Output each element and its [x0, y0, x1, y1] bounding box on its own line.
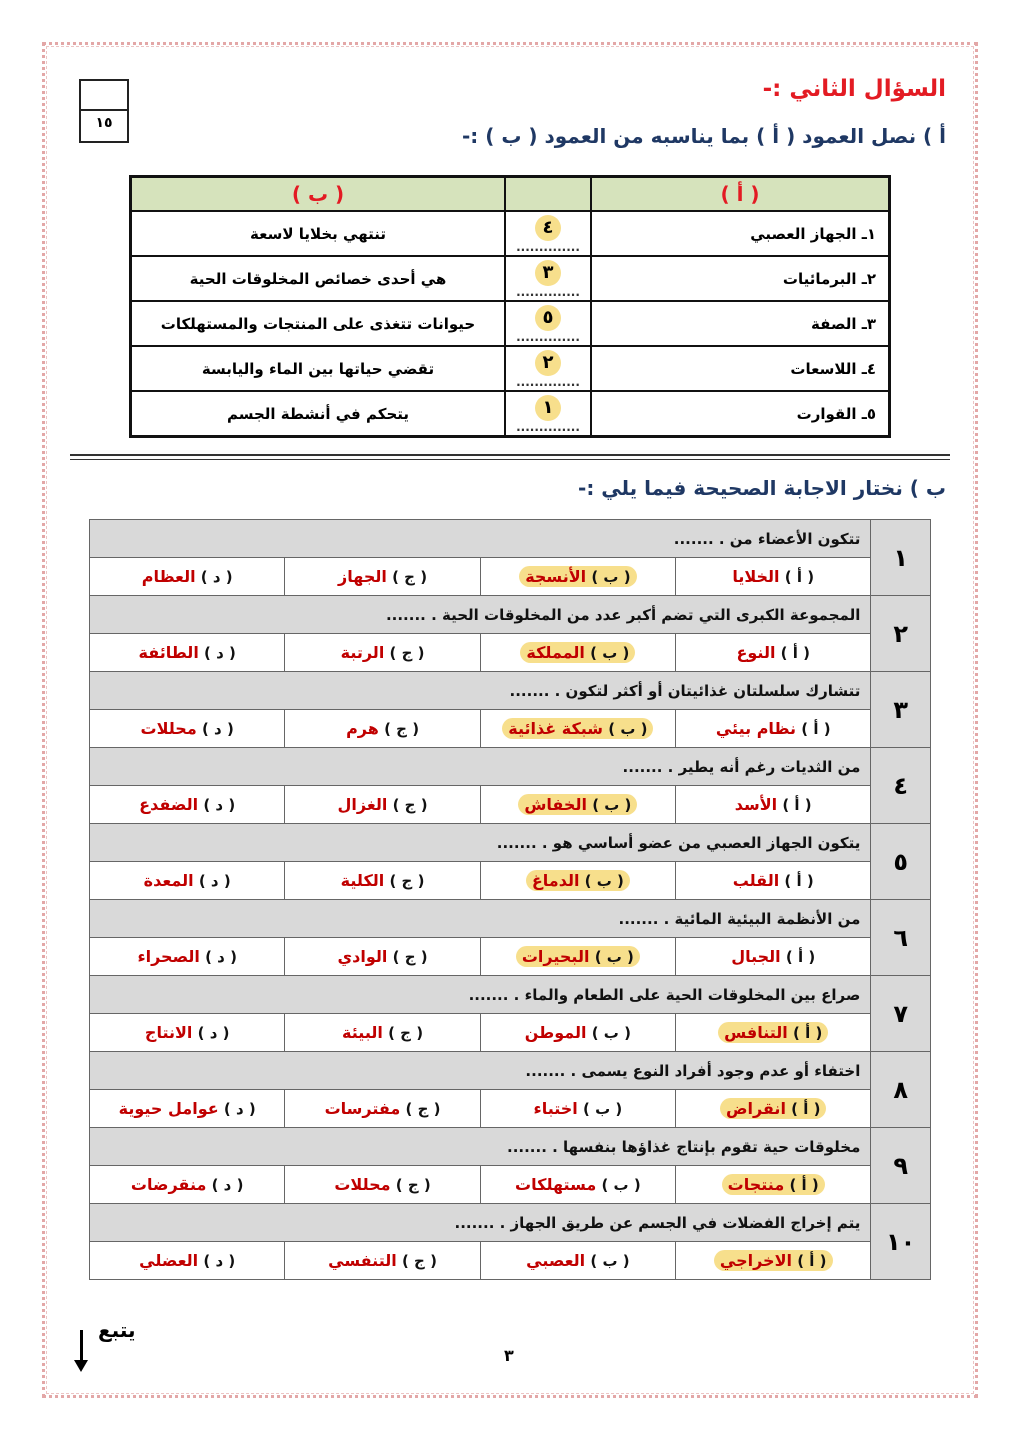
answer-option — [676, 634, 871, 672]
option-letter: ( د ) — [198, 872, 231, 890]
answer-option — [285, 558, 480, 596]
option-text: البحيرات — [521, 947, 590, 966]
part-b-title: ب ) نختار الاجابة الصحيحة فيما يلي :- — [578, 476, 946, 500]
option-content — [340, 718, 425, 739]
answer-number: ٣ — [535, 260, 561, 286]
column-b-item: تقضي حياتها بين الماء واليابسة — [131, 346, 506, 391]
part-a-title: أ ) نصل العمود ( أ ) بما يناسبه من العمود ( ب ) :- — [461, 124, 946, 148]
question-stem: تتشارك سلسلتان غذائيتان أو أكثر لتكون . ....... — [90, 672, 871, 710]
question-number: ٢ — [871, 596, 931, 672]
option-letter: ( ج ) — [392, 568, 428, 586]
option-content — [113, 1098, 262, 1119]
option-text: التنفسي — [328, 1251, 397, 1270]
option-text: الأسد — [734, 795, 778, 814]
option-letter: ( د ) — [223, 1100, 256, 1118]
matching-table — [129, 175, 891, 438]
question-options-row — [90, 1014, 931, 1052]
answer-option — [676, 710, 871, 748]
answer-option — [676, 786, 871, 824]
option-content — [332, 566, 433, 587]
question-number: ٤ — [871, 748, 931, 824]
option-text: المعدة — [143, 871, 194, 890]
column-a-item: ٥ـ القوارت — [591, 391, 890, 437]
column-a-item: ١ـ الجهاز العصبي — [591, 211, 890, 256]
option-text: القلب — [732, 871, 780, 890]
option-text: الجهاز — [338, 567, 387, 586]
question-stem-row — [90, 824, 931, 862]
question-stem-row — [90, 1204, 931, 1242]
answer-number: ١ — [535, 395, 561, 421]
answer-option — [480, 710, 675, 748]
section-divider — [70, 454, 950, 456]
answer-column-header — [505, 177, 591, 212]
question-number: ٨ — [871, 1052, 931, 1128]
option-content — [727, 870, 820, 891]
option-content — [125, 1174, 250, 1195]
answer-cell — [505, 391, 591, 437]
answer-dots: .............. — [516, 239, 580, 254]
option-content — [729, 794, 818, 815]
selected-answer — [718, 1022, 828, 1043]
option-content — [133, 1250, 241, 1271]
option-content — [332, 946, 434, 967]
option-text: الوادي — [337, 947, 388, 966]
option-letter: ( أ ) — [801, 720, 831, 738]
answer-option — [90, 558, 285, 596]
option-letter: ( د ) — [203, 1252, 236, 1270]
answer-option — [480, 1242, 675, 1280]
question-stem: يتكون الجهاز العصبي من عضو أساسي هو . ....... — [90, 824, 871, 862]
question-number: ٦ — [871, 900, 931, 976]
selected-answer — [720, 1098, 827, 1119]
option-text: العظام — [141, 567, 196, 586]
option-text: الدماغ — [531, 871, 580, 890]
question-options-row — [90, 938, 931, 976]
answer-option — [480, 1090, 675, 1128]
option-letter: ( ب ) — [590, 1252, 630, 1270]
option-letter: ( أ ) — [784, 872, 814, 890]
answer-option — [480, 558, 675, 596]
column-b-item: هي أحدى خصائص المخلوقات الحية — [131, 256, 506, 301]
option-text: البيئة — [342, 1023, 383, 1042]
question-number: ٥ — [871, 824, 931, 900]
option-text: الأنسجة — [525, 567, 587, 586]
selected-answer — [516, 946, 640, 967]
answer-option — [285, 1242, 480, 1280]
option-letter: ( د ) — [211, 1176, 244, 1194]
question-title: السؤال الثاني :- — [762, 76, 946, 102]
column-a-item: ٤ـ اللاسعات — [591, 346, 890, 391]
option-text: الطائفة — [138, 643, 199, 662]
option-letter: ( د ) — [200, 568, 233, 586]
multiple-choice-table — [89, 519, 931, 1280]
option-letter: ( د ) — [197, 1024, 230, 1042]
column-b-header: ( ب ) — [131, 177, 506, 212]
option-content — [335, 870, 431, 891]
score-divider — [81, 109, 127, 111]
option-text: الغزال — [337, 795, 388, 814]
question-stem: تتكون الأعضاء من . ....... — [90, 520, 871, 558]
option-content — [131, 946, 243, 967]
question-stem-row — [90, 596, 931, 634]
answer-number: ٢ — [535, 350, 561, 376]
option-letter: ( ب ) — [601, 1176, 641, 1194]
option-text: العضلي — [139, 1251, 199, 1270]
option-content — [139, 1022, 236, 1043]
option-letter: ( ب ) — [592, 796, 632, 814]
selected-answer — [518, 794, 637, 815]
answer-option — [285, 1166, 480, 1204]
question-stem-row — [90, 748, 931, 786]
option-text: الخفاش — [524, 795, 587, 814]
option-letter: ( ج ) — [388, 1024, 424, 1042]
question-options-row — [90, 1166, 931, 1204]
question-options-row — [90, 558, 931, 596]
option-content — [322, 1250, 443, 1271]
option-text: المملكة — [526, 643, 585, 662]
answer-dots: .............. — [516, 284, 580, 299]
option-text: الاخراجي — [719, 1251, 792, 1270]
answer-option — [676, 558, 871, 596]
option-content — [730, 642, 816, 663]
option-text: الصحراء — [137, 947, 200, 966]
option-text: الضفدع — [139, 795, 199, 814]
selected-answer — [722, 1174, 825, 1195]
option-content — [710, 718, 837, 739]
answer-dots: .............. — [516, 374, 580, 389]
selected-answer — [519, 566, 636, 587]
option-text: اختباء — [533, 1099, 578, 1118]
answer-option — [90, 862, 285, 900]
score-value: ١٥ — [95, 115, 113, 131]
column-b-item: تنتهي بخلايا لاسعة — [131, 211, 506, 256]
answer-option — [90, 634, 285, 672]
answer-number: ٥ — [535, 305, 561, 331]
question-stem: يتم إخراج الفضلات في الجسم عن طريق الجهاز . ....... — [90, 1204, 871, 1242]
option-text: التنافس — [724, 1023, 788, 1042]
question-stem-row — [90, 900, 931, 938]
down-arrow-icon — [80, 1330, 83, 1364]
answer-option — [480, 938, 675, 976]
option-content — [328, 1174, 436, 1195]
option-text: منتجات — [727, 1175, 785, 1194]
option-content — [132, 642, 241, 663]
option-text: مستهلكات — [515, 1175, 597, 1194]
answer-option — [480, 1166, 675, 1204]
option-letter: ( ج ) — [401, 1252, 437, 1270]
option-text: هرم — [346, 719, 379, 738]
option-letter: ( ج ) — [405, 1100, 441, 1118]
column-b-item: يتحكم في أنشطة الجسم — [131, 391, 506, 437]
option-text: محللات — [140, 719, 197, 738]
selected-answer — [520, 642, 635, 663]
answer-cell — [505, 346, 591, 391]
option-letter: ( ب ) — [583, 1100, 623, 1118]
question-stem-row — [90, 520, 931, 558]
option-letter: ( د ) — [204, 644, 236, 662]
option-text: محللات — [334, 1175, 391, 1194]
answer-option — [90, 938, 285, 976]
question-stem-row — [90, 672, 931, 710]
answer-option — [285, 862, 480, 900]
option-letter: ( أ ) — [782, 796, 812, 814]
option-content — [520, 1250, 635, 1271]
option-content — [519, 1022, 637, 1043]
selected-answer — [502, 718, 653, 739]
option-content — [138, 870, 237, 891]
answer-option — [90, 1014, 285, 1052]
option-letter: ( ب ) — [594, 948, 634, 966]
option-letter: ( أ ) — [797, 1252, 827, 1270]
answer-cell — [505, 211, 591, 256]
question-stem: من الثديات رغم أنه يطير . ....... — [90, 748, 871, 786]
question-stem: اختفاء أو عدم وجود أفراد النوع يسمى . ....... — [90, 1052, 871, 1090]
continue-label: يتبع — [98, 1318, 136, 1342]
column-a-item: ٣ـ الصفة — [591, 301, 890, 346]
option-content — [528, 1098, 629, 1119]
answer-option — [90, 786, 285, 824]
question-stem-row — [90, 1128, 931, 1166]
page-number: ٣ — [504, 1346, 514, 1365]
option-letter: ( أ ) — [791, 1100, 821, 1118]
answer-option — [90, 710, 285, 748]
column-b-item: حيوانات تتغذى على المنتجات والمستهلكات — [131, 301, 506, 346]
option-letter: ( ب ) — [591, 1024, 631, 1042]
option-text: انقراض — [725, 1099, 786, 1118]
option-letter: ( ج ) — [395, 1176, 431, 1194]
option-letter: ( د ) — [203, 796, 236, 814]
answer-option — [285, 1090, 480, 1128]
option-letter: ( ب ) — [590, 644, 630, 662]
option-letter: ( ج ) — [392, 796, 428, 814]
question-options-row — [90, 634, 931, 672]
option-letter: ( ب ) — [584, 872, 624, 890]
matching-header-row — [131, 177, 890, 212]
option-text: الموطن — [524, 1023, 587, 1042]
answer-option — [285, 938, 480, 976]
question-stem: مخلوقات حية تقوم بإنتاج غذاؤها بنفسها . ....... — [90, 1128, 871, 1166]
answer-cell — [505, 301, 591, 346]
answer-dots: .............. — [516, 329, 580, 344]
column-a-item: ٢ـ البرمائيات — [591, 256, 890, 301]
selected-answer — [526, 870, 630, 891]
option-letter: ( أ ) — [784, 568, 815, 586]
answer-option — [90, 1242, 285, 1280]
option-letter: ( ب ) — [591, 568, 631, 586]
question-number: ٧ — [871, 976, 931, 1052]
option-text: مفترسات — [324, 1099, 401, 1118]
option-content — [332, 794, 434, 815]
answer-option — [90, 1166, 285, 1204]
option-text: الرتبة — [340, 643, 385, 662]
option-text: عوامل حيوية — [118, 1099, 219, 1118]
section-divider-thin — [70, 459, 950, 460]
option-letter: ( ج ) — [389, 644, 425, 662]
option-letter: ( ج ) — [384, 720, 420, 738]
question-options-row — [90, 862, 931, 900]
answer-option — [676, 1014, 871, 1052]
answer-number: ٤ — [535, 215, 561, 241]
matching-row — [131, 256, 890, 301]
matching-row — [131, 211, 890, 256]
option-letter: ( أ ) — [789, 1176, 819, 1194]
option-content — [319, 1098, 447, 1119]
option-text: العصبي — [526, 1251, 586, 1270]
option-letter: ( ب ) — [608, 720, 648, 738]
question-options-row — [90, 710, 931, 748]
option-content — [335, 642, 431, 663]
option-content — [135, 718, 240, 739]
answer-option — [676, 1242, 871, 1280]
answer-option — [285, 710, 480, 748]
question-options-row — [90, 786, 931, 824]
option-content — [336, 1022, 429, 1043]
option-letter: ( أ ) — [793, 1024, 823, 1042]
answer-cell — [505, 256, 591, 301]
option-letter: ( د ) — [201, 720, 234, 738]
option-letter: ( ج ) — [389, 872, 425, 890]
option-content — [133, 794, 241, 815]
question-number: ٩ — [871, 1128, 931, 1204]
answer-option — [90, 1090, 285, 1128]
option-letter: ( أ ) — [785, 948, 816, 966]
option-content — [726, 566, 820, 587]
option-text: الجبال — [731, 947, 781, 966]
option-letter: ( د ) — [205, 948, 237, 966]
score-box — [79, 79, 129, 143]
question-stem: المجموعة الكبرى التي تضم أكبر عدد من المخلوقات الحية . ....... — [90, 596, 871, 634]
option-text: الانتاج — [144, 1023, 193, 1042]
question-stem: من الأنظمة البيئية المائية . ....... — [90, 900, 871, 938]
question-stem: صراع بين المخلوقات الحية على الطعام والماء . ....... — [90, 976, 871, 1014]
answer-option — [480, 786, 675, 824]
answer-option — [285, 634, 480, 672]
option-text: نظام بيئي — [715, 719, 797, 738]
answer-option — [676, 862, 871, 900]
matching-row — [131, 391, 890, 437]
question-number: ١ — [871, 520, 931, 596]
answer-option — [285, 1014, 480, 1052]
question-number: ٣ — [871, 672, 931, 748]
answer-dots: .............. — [516, 419, 580, 434]
question-number: ١٠ — [871, 1204, 931, 1280]
answer-option — [285, 786, 480, 824]
answer-option — [480, 862, 675, 900]
question-stem-row — [90, 976, 931, 1014]
matching-row — [131, 301, 890, 346]
question-options-row — [90, 1090, 931, 1128]
answer-option — [480, 1014, 675, 1052]
matching-row — [131, 346, 890, 391]
option-content — [725, 946, 821, 967]
column-a-header: ( أ ) — [591, 177, 890, 212]
down-arrow-head-icon — [74, 1360, 88, 1372]
answer-option — [676, 938, 871, 976]
option-text: الكلية — [340, 871, 385, 890]
option-content — [136, 566, 239, 587]
question-options-row — [90, 1242, 931, 1280]
option-text: شبكة غذائية — [508, 719, 604, 738]
question-stem-row — [90, 1052, 931, 1090]
option-text: النوع — [736, 643, 776, 662]
option-content — [509, 1174, 647, 1195]
selected-answer — [714, 1250, 833, 1271]
answer-option — [676, 1166, 871, 1204]
option-letter: ( أ ) — [780, 644, 810, 662]
option-text: منقرضات — [130, 1175, 207, 1194]
answer-option — [480, 634, 675, 672]
option-letter: ( ج ) — [392, 948, 428, 966]
option-text: الخلايا — [732, 567, 780, 586]
answer-option — [676, 1090, 871, 1128]
